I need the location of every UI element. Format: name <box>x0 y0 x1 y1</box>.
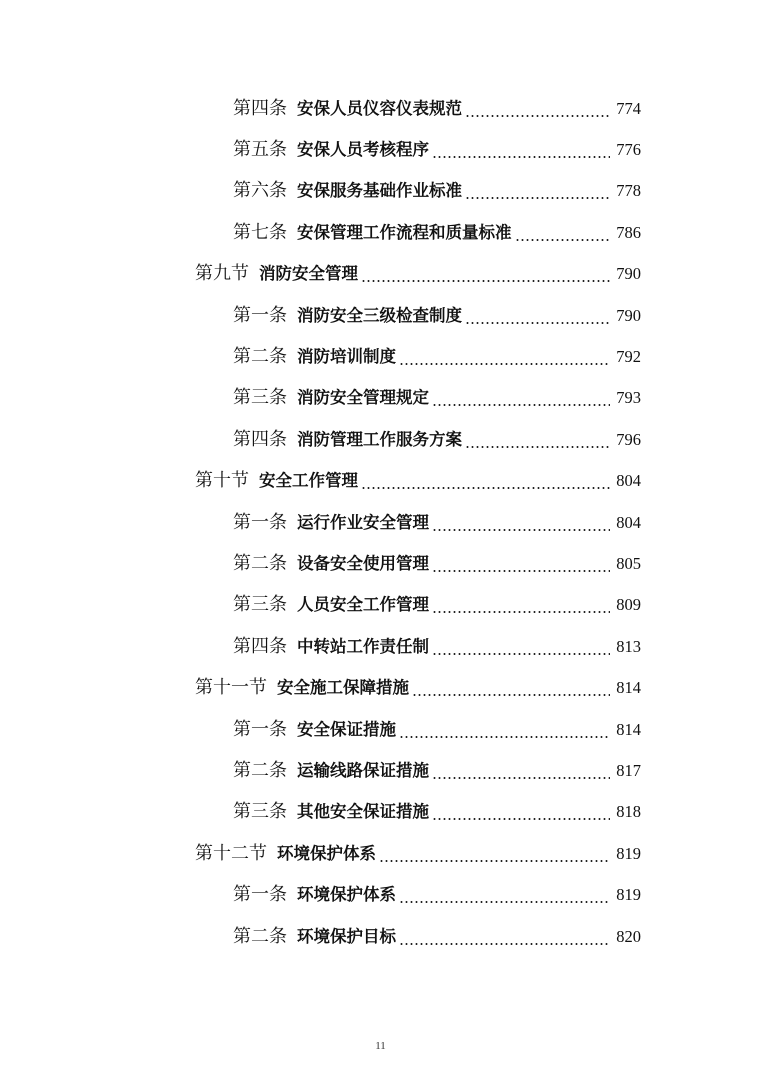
toc-entry-label <box>233 223 512 243</box>
toc-entry-number: 第七条 <box>233 221 287 243</box>
toc-entry-title: 安保人员考核程序 <box>297 140 429 160</box>
toc-entry-page: 809 <box>616 595 641 615</box>
toc-entry-title: 安保人员仪容仪表规范 <box>297 98 462 118</box>
toc-entry-label <box>233 513 429 533</box>
toc-entry[interactable] <box>0 419 761 460</box>
toc-entry-number: 第二条 <box>233 346 287 368</box>
toc-entry-page: 804 <box>616 471 641 491</box>
toc-entry-title: 安保管理工作流程和质量标准 <box>297 222 512 242</box>
toc-entry-title: 安全施工保障措施 <box>277 678 409 698</box>
toc-entry[interactable] <box>0 543 761 584</box>
toc-entry-page: 790 <box>616 264 641 284</box>
toc-entry-number: 第二条 <box>233 925 287 947</box>
toc-entry-title: 消防培训制度 <box>297 347 396 367</box>
dot-leader <box>465 322 610 324</box>
toc-entry[interactable] <box>0 129 761 170</box>
toc-entry-page: 814 <box>616 678 641 698</box>
toc-entry-page: 814 <box>616 719 641 739</box>
dot-leader <box>432 570 610 572</box>
dot-leader <box>361 280 610 282</box>
toc-entry[interactable] <box>0 874 761 915</box>
toc-entry-title: 运行作业安全管理 <box>297 512 429 532</box>
toc-entry-title: 环境保护目标 <box>297 926 396 946</box>
dot-leader <box>399 943 610 945</box>
toc-entry[interactable] <box>0 502 761 543</box>
toc-entry-title: 消防安全管理规定 <box>297 388 429 408</box>
toc-entry-title: 消防安全管理 <box>259 264 358 284</box>
toc-entry-title: 设备安全使用管理 <box>297 553 429 573</box>
dot-leader <box>432 611 610 613</box>
toc-entry-label <box>233 761 429 781</box>
toc-entry-page: 796 <box>616 429 641 449</box>
toc-entry[interactable] <box>0 88 761 129</box>
toc-entry-number: 第一条 <box>233 884 287 906</box>
toc-entry-label <box>233 388 429 408</box>
toc-entry-label <box>233 720 396 740</box>
toc-entry-page: 820 <box>616 926 641 946</box>
toc-entry-label <box>233 802 429 822</box>
toc-entry-page: 790 <box>616 305 641 325</box>
toc-entry-page: 813 <box>616 636 641 656</box>
toc-entry-number: 第三条 <box>233 801 287 823</box>
toc-entry-page: 819 <box>616 843 641 863</box>
toc-entry-number: 第一条 <box>233 718 287 740</box>
toc-entry[interactable] <box>0 336 761 377</box>
dot-leader <box>361 487 610 489</box>
toc-section-entry[interactable] <box>0 254 761 295</box>
toc-entry-number: 第三条 <box>233 594 287 616</box>
dot-leader <box>465 115 610 117</box>
toc-entry-label <box>195 471 358 491</box>
dot-leader <box>432 818 610 820</box>
toc-entry-title: 其他安全保证措施 <box>297 802 429 822</box>
dot-leader <box>432 529 610 531</box>
toc-entry-page: 792 <box>616 347 641 367</box>
toc-entry-label <box>233 885 396 905</box>
toc-entry-label <box>233 927 396 947</box>
toc-entry-title: 安全保证措施 <box>297 719 396 739</box>
toc-entry-title: 消防安全三级检查制度 <box>297 305 462 325</box>
dot-leader <box>399 363 610 365</box>
toc-entry-page: 817 <box>616 760 641 780</box>
toc-entry-number: 第四条 <box>233 97 287 119</box>
toc-entry-label <box>233 181 462 201</box>
toc-entry-number: 第十一节 <box>195 677 267 699</box>
toc-entry-page: 805 <box>616 553 641 573</box>
toc-entry-title: 中转站工作责任制 <box>297 636 429 656</box>
dot-leader <box>399 736 610 738</box>
toc-entry-page: 793 <box>616 388 641 408</box>
toc-section-entry[interactable] <box>0 833 761 874</box>
toc-entry[interactable] <box>0 585 761 626</box>
toc-entry-title: 运输线路保证措施 <box>297 760 429 780</box>
dot-leader <box>465 197 610 199</box>
toc-entry-label <box>195 678 409 698</box>
toc-entry-title: 环境保护体系 <box>277 843 376 863</box>
toc-entry-title: 安全工作管理 <box>259 471 358 491</box>
toc-entry[interactable] <box>0 709 761 750</box>
toc-entry-label <box>233 306 462 326</box>
dot-leader <box>399 901 610 903</box>
toc-entry-page: 778 <box>616 181 641 201</box>
toc-entry-title: 消防管理工作服务方案 <box>297 429 462 449</box>
dot-leader <box>432 653 610 655</box>
toc-entry-page: 818 <box>616 802 641 822</box>
toc-entry[interactable] <box>0 792 761 833</box>
toc-entry-title: 安保服务基础作业标准 <box>297 181 462 201</box>
toc-entry-number: 第九节 <box>195 263 249 285</box>
toc-entry[interactable] <box>0 378 761 419</box>
toc-entry-page: 776 <box>616 140 641 160</box>
toc-entry[interactable] <box>0 750 761 791</box>
toc-entry-label <box>233 554 429 574</box>
toc-entry-number: 第二条 <box>233 552 287 574</box>
page-number: 11 <box>375 1040 386 1052</box>
dot-leader <box>465 446 610 448</box>
toc-entry[interactable] <box>0 171 761 212</box>
dot-leader <box>379 860 610 862</box>
dot-leader <box>412 694 610 696</box>
toc-entry-label <box>233 430 462 450</box>
dot-leader <box>432 156 610 158</box>
toc-entry-label <box>195 844 376 864</box>
toc-entry-label <box>233 347 396 367</box>
toc-entry-number: 第四条 <box>233 635 287 657</box>
toc-entry[interactable] <box>0 295 761 336</box>
toc-section-entry[interactable] <box>0 461 761 502</box>
toc-entry-label <box>233 595 429 615</box>
toc-entry-page: 786 <box>616 222 641 242</box>
toc-entry-number: 第四条 <box>233 428 287 450</box>
toc-entry[interactable] <box>0 212 761 253</box>
toc-entry-label <box>233 99 462 119</box>
toc-entry-number: 第五条 <box>233 139 287 161</box>
toc-entry-number: 第十节 <box>195 470 249 492</box>
toc-entry[interactable] <box>0 916 761 957</box>
dot-leader <box>432 404 610 406</box>
dot-leader <box>432 777 610 779</box>
toc-entry-page: 819 <box>616 885 641 905</box>
toc-entry-number: 第一条 <box>233 304 287 326</box>
toc-entry-page: 804 <box>616 512 641 532</box>
toc-entry-label <box>195 264 358 284</box>
toc-entry-number: 第二条 <box>233 759 287 781</box>
toc-entry-title: 人员安全工作管理 <box>297 595 429 615</box>
toc-entry-number: 第一条 <box>233 511 287 533</box>
toc-entry[interactable] <box>0 626 761 667</box>
table-of-contents <box>0 88 761 957</box>
toc-entry-label <box>233 140 429 160</box>
toc-entry-number: 第三条 <box>233 387 287 409</box>
toc-entry-number: 第六条 <box>233 180 287 202</box>
dot-leader <box>515 239 611 241</box>
toc-section-entry[interactable] <box>0 667 761 708</box>
toc-entry-page: 774 <box>616 98 641 118</box>
toc-entry-label <box>233 637 429 657</box>
toc-entry-number: 第十二节 <box>195 842 267 864</box>
toc-entry-title: 环境保护体系 <box>297 885 396 905</box>
